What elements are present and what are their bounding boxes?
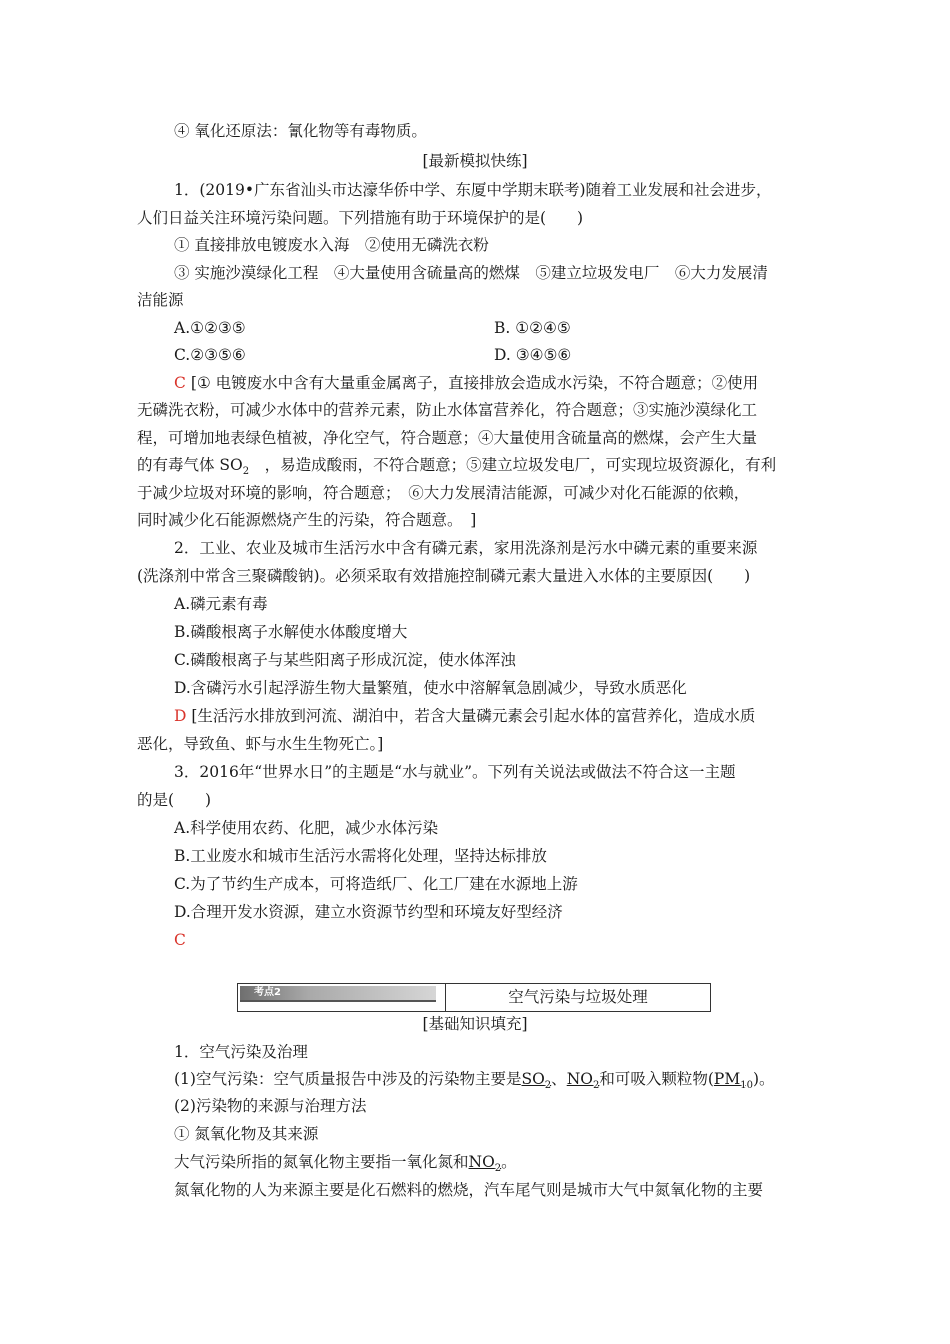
choice-b: B.磷酸根离子水解使水体酸度增大 xyxy=(174,623,408,641)
choice-a: A.①②③⑤ xyxy=(174,319,246,337)
choice-c: C.为了节约生产成本，可将造纸厂、化工厂建在水源地上游 xyxy=(174,875,578,893)
choice-a: A.磷元素有毒 xyxy=(174,595,268,613)
answer-letter: C xyxy=(174,374,186,392)
topic-tag xyxy=(240,986,436,1002)
topic-banner xyxy=(237,983,711,1012)
question-3-stem: 3．2016年“世界水日”的主题是“水与就业”。下列有关说法或做法不符合这一主题 xyxy=(174,763,736,781)
choice-d: D. ③④⑤⑥ xyxy=(494,346,572,364)
text: 大气污染所指的氮氧化物主要指一氧化氮和 xyxy=(174,1153,469,1171)
choice-c: C.磷酸根离子与某些阳离子形成沉淀，使水体浑浊 xyxy=(174,651,516,669)
explanation-line: 于减少垃圾对环境的影响，符合题意； ⑥大力发展清洁能源，可减少对化石能源的依赖， xyxy=(137,484,750,502)
explanation-text: [① 电镀废水中含有大量重金属离子，直接排放会造成水污染，不符合题意；②使用 xyxy=(190,374,759,392)
question-1-items: 洁能源 xyxy=(137,291,184,309)
subscript: 10 xyxy=(740,1080,753,1092)
answer-letter: C xyxy=(174,931,186,949)
explanation-line: 无磷洗衣粉，可减少水体中的营养元素，防止水体富营养化，符合题意；③实施沙漠绿化工 xyxy=(137,401,758,419)
paragraph xyxy=(174,1152,517,1175)
explanation-text: 的有毒气体 SO xyxy=(137,456,243,474)
explanation-line: 同时减少化石能源燃烧产生的污染，符合题意。 ] xyxy=(137,511,477,529)
topic-tag-label: 考点2 xyxy=(254,987,281,998)
text: 。 xyxy=(501,1153,517,1171)
explanation-text: [生活污水排放到河流、湖泊中，若含大量磷元素会引起水体的富营养化，造成水质 xyxy=(191,707,756,725)
choice-d: D.含磷污水引起浮游生物大量繁殖，使水中溶解氧急剧减少，导致水质恶化 xyxy=(174,679,687,697)
fill-answer xyxy=(566,1070,600,1092)
fill-answer xyxy=(521,1070,552,1092)
choice-b: B. ①②④⑤ xyxy=(494,319,571,337)
text: SO xyxy=(521,1070,545,1088)
subscript: 2 xyxy=(494,1163,502,1175)
question-2-stem: 2．工业、农业及城市生活污水中含有磷元素，家用洗涤剂是污水中磷元素的重要来源 xyxy=(174,539,758,557)
question-1-items: ③ 实施沙漠绿化工程 ④大量使用含硫量高的燃煤 ⑤建立垃圾发电厂 ⑥大力发展清 xyxy=(174,264,768,282)
question-3-stem: 的是( ) xyxy=(137,791,212,809)
choice-c: C.②③⑤⑥ xyxy=(174,346,246,364)
subscript: 2 xyxy=(544,1080,552,1092)
question-2-stem: (洗涤剂中常含三聚磷酸钠)。必须采取有效措施控制磷元素大量进入水体的主要原因( ) xyxy=(137,567,751,585)
explanation-line: 程，可增加地表绿色植被，净化空气，符合题意；④大量使用含硫量高的燃煤，会产生大量 xyxy=(137,429,758,447)
fill-answer xyxy=(468,1153,502,1175)
paragraph xyxy=(174,1069,775,1092)
choice-d: D.合理开发水资源，建立水资源节约型和环境友好型经济 xyxy=(174,903,563,921)
explanation-line: 恶化，导致鱼、虾与水生生物死亡。] xyxy=(137,735,384,753)
answer-letter: D xyxy=(174,707,187,725)
text: )。 xyxy=(752,1070,775,1088)
question-1-stem: 1．(2019•广东省汕头市达濠华侨中学、东厦中学期末联考)随着工业发展和社会进步， xyxy=(174,181,772,199)
text: PM xyxy=(713,1070,741,1088)
choice-b: B.工业废水和城市生活污水需将化处理，坚持达标排放 xyxy=(174,847,547,865)
explanation-line xyxy=(174,373,758,393)
text: NO xyxy=(468,1153,495,1171)
heading: 1．空气污染及治理 xyxy=(174,1043,308,1061)
text: 和可吸入颗粒物( xyxy=(599,1070,714,1088)
subscript: 2 xyxy=(242,466,250,478)
paragraph: 氮氧化物的人为来源主要是化石燃料的燃烧，汽车尾气则是城市大气中氮氧化物的主要 xyxy=(174,1181,764,1199)
text: NO xyxy=(566,1070,593,1088)
explanation-text: ，易造成酸雨，不符合题意；⑤建立垃圾发电厂，可实现垃圾资源化，有利 xyxy=(249,456,777,474)
question-1-stem: 人们日益关注环境污染问题。下列措施有助于环境保护的是( ) xyxy=(137,209,584,227)
section-header: [基础知识填充] xyxy=(422,1015,528,1033)
explanation-line xyxy=(137,455,777,478)
text: 、 xyxy=(551,1070,567,1088)
explanation-line xyxy=(174,706,755,726)
topic-title: 空气污染与垃圾处理 xyxy=(508,988,648,1006)
subscript: 2 xyxy=(592,1080,600,1092)
text-line: ④ 氧化还原法：氰化物等有毒物质。 xyxy=(174,122,427,140)
text: (1)空气污染：空气质量报告中涉及的污染物主要是 xyxy=(174,1070,522,1088)
choice-a: A.科学使用农药、化肥，减少水体污染 xyxy=(174,819,439,837)
section-header: [最新模拟快练] xyxy=(422,152,528,170)
paragraph: ① 氮氧化物及其来源 xyxy=(174,1125,319,1143)
question-1-items: ① 直接排放电镀废水入海 ②使用无磷洗衣粉 xyxy=(174,236,489,254)
paragraph: (2)污染物的来源与治理方法 xyxy=(174,1097,367,1115)
fill-answer xyxy=(713,1070,753,1092)
